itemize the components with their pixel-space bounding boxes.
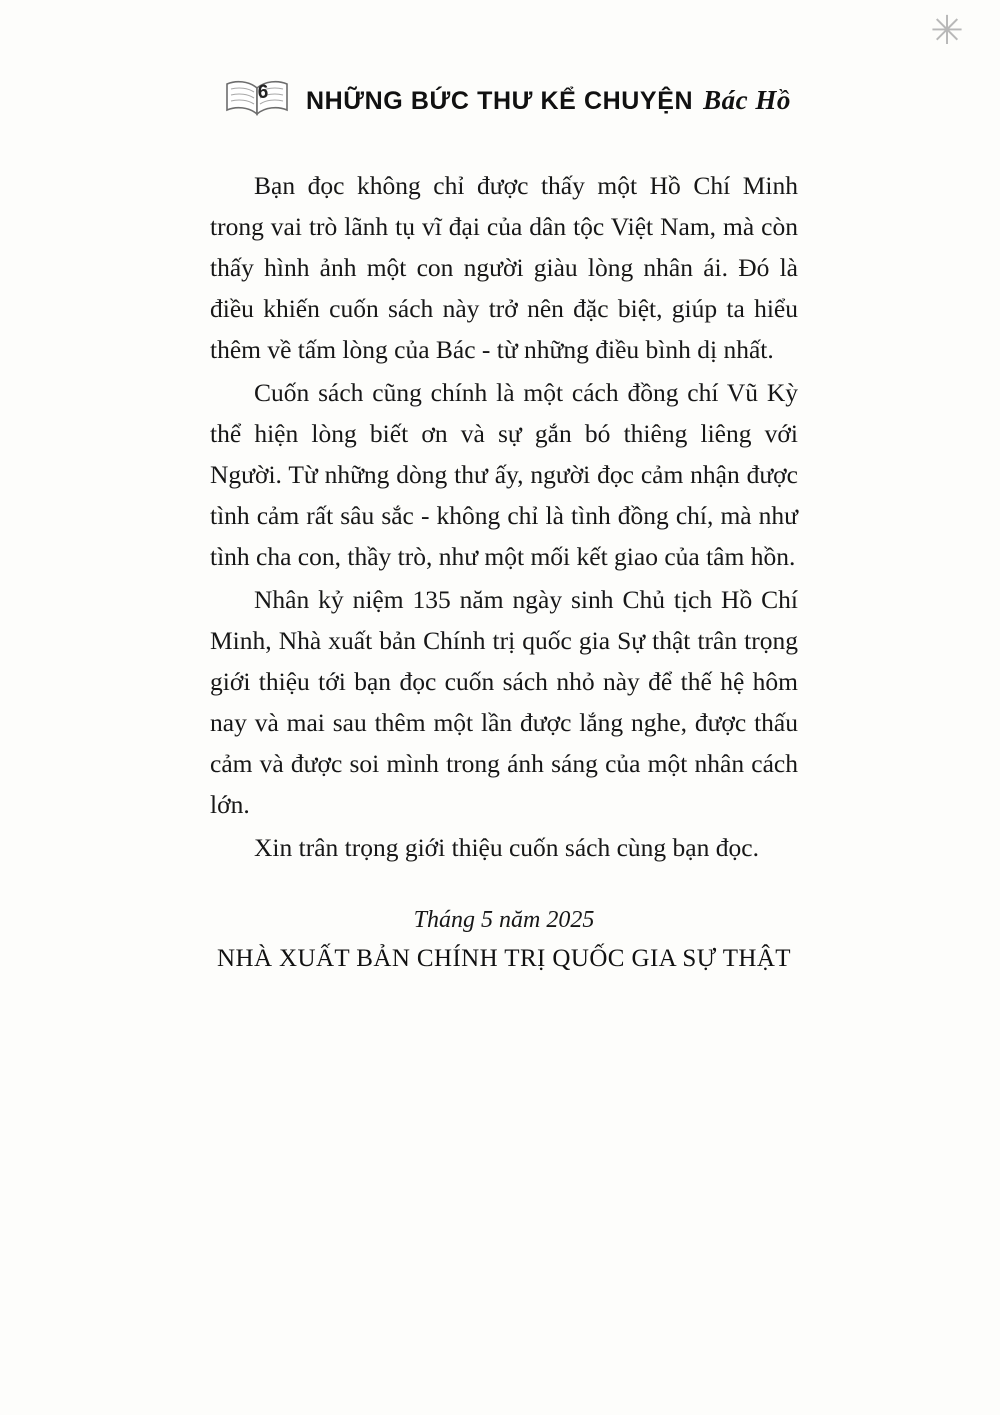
paragraph: Xin trân trọng giới thiệu cuốn sách cùng bạn đọc. (254, 833, 759, 862)
signature-block (210, 902, 798, 978)
paragraph: Cuốn sách cũng chính là một cách đồng chí Vũ Kỳ thể hiện lòng biết ơn và sự gắn bó thiêng liêng với Người. Từ những dòng thư ấy, người đọc cảm nhận được tình cảm rất sâu sắc - không chỉ là tình đồng chí, mà như tình cha con, thầy trò, như một mối kết giao của tâm hồn. (210, 378, 798, 571)
body-content (210, 165, 798, 978)
header-title-script: Bác Hồ (703, 84, 791, 115)
page-number: 6 (257, 82, 269, 103)
signature-date: Tháng 5 năm 2025 (413, 907, 595, 933)
snowflake-icon: ✳ (930, 8, 964, 53)
signature-publisher: NHÀ XUẤT BẢN CHÍNH TRỊ QUỐC GIA SỰ THẬT (217, 945, 791, 972)
running-header (222, 72, 791, 128)
paragraph: Bạn đọc không chỉ được thấy một Hồ Chí Minh trong vai trò lãnh tụ vĩ đại của dân tộc Việt Nam, mà còn thấy hình ảnh một con người giàu lòng nhân ái. Đó là điều khiến cuốn sách này trở nên đặc biệt, giúp ta hiểu thêm về tấm lòng của Bác - từ những điều bình dị nhất. (210, 171, 798, 364)
header-title-main: NHỮNG BỨC THƯ KỂ CHUYỆN (306, 86, 694, 115)
paragraph: Nhân kỷ niệm 135 năm ngày sinh Chủ tịch Hồ Chí Minh, Nhà xuất bản Chính trị quốc gia Sự thật trân trọng giới thiệu tới bạn đọc cuốn sách nhỏ này để thế hệ hôm nay và mai sau thêm một lần được lắng nghe, được thấu cảm và được soi mình trong ánh sáng của một nhân cách lớn. (210, 585, 798, 819)
header-title (306, 85, 791, 116)
open-book-icon (222, 76, 292, 124)
